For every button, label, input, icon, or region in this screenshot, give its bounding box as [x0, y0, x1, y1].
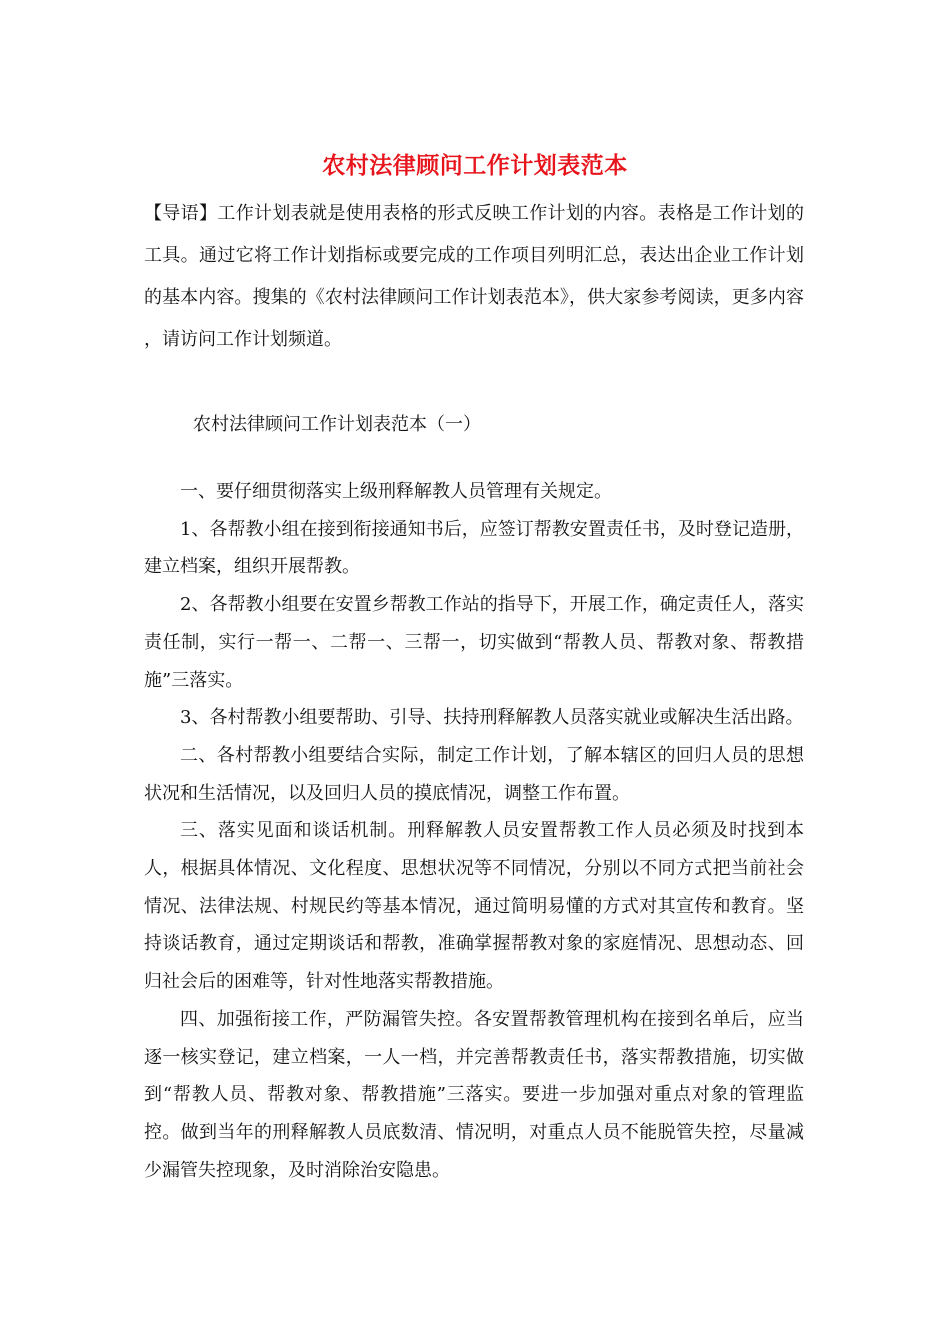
paragraph: 3、各村帮教小组要帮助、引导、扶持刑释解教人员落实就业或解决生活出路。 — [180, 707, 804, 729]
paragraph: 2、各帮教小组要在安置乡帮教工作站的指导下，开展工作，确定责任人，落实责任制，实行一帮一、二帮一、三帮一，切实做到“帮教人员、帮教对象、帮教措施”三落实。 — [144, 594, 804, 691]
intro-paragraph: 【导语】工作计划表就是使用表格的形式反映工作计划的内容。表格是工作计划的工具。通过它将工作计划指标或要完成的工作项目列明汇总，表达出企业工作计划的基本内容。搜集的《农村法律顾问工作计划表范本》，供大家参考阅读，更多内容 ，请访问工作计划频道。 — [144, 203, 804, 350]
document-title: 农村法律顾问工作计划表范本 — [322, 152, 628, 179]
paragraph: 四、加强衔接工作，严防漏管失控。各安置帮教管理机构在接到名单后，应当逐一核实登记，建立档案，一人一档，并完善帮教责任书，落实帮教措施，切实做到“帮教人员、帮教对象、帮教措施”三落实。要进一步加强对重点对象的管理监控。做到当年的刑释解教人员底数清、情况明，对重点人员不能脱管失控，尽量减少漏管失控现象，及时消除治安隐患。 — [144, 1008, 804, 1181]
paragraph: 一、要仔细贯彻落实上级刑释解教人员管理有关规定。 — [180, 481, 612, 502]
paragraph: 1、各帮教小组在接到衔接通知书后，应签订帮教安置责任书，及时登记造册，建立档案，组织开展帮教。 — [144, 518, 804, 578]
section-heading: 农村法律顾问工作计划表范本（一） — [193, 414, 481, 435]
paragraph: 二、各村帮教小组要结合实际，制定工作计划，了解本辖区的回归人员的思想状况和生活情况，以及回归人员的摸底情况，调整工作布置。 — [144, 744, 804, 804]
paragraph: 三、落实见面和谈话机制。刑释解教人员安置帮教工作人员必须及时找到本人，根据具体情况、文化程度、思想状况等不同情况，分别以不同方式把当前社会情况、法律法规、村规民约等基本情况，通过简明易懂的方式对其宣传和教育。坚持谈话教育，通过定期谈话和帮教，准确掌握帮教对象的家庭情况、思想动态、回归社会后的困难等，针对性地落实帮教措施。 — [144, 820, 804, 993]
document-body — [144, 473, 804, 1189]
